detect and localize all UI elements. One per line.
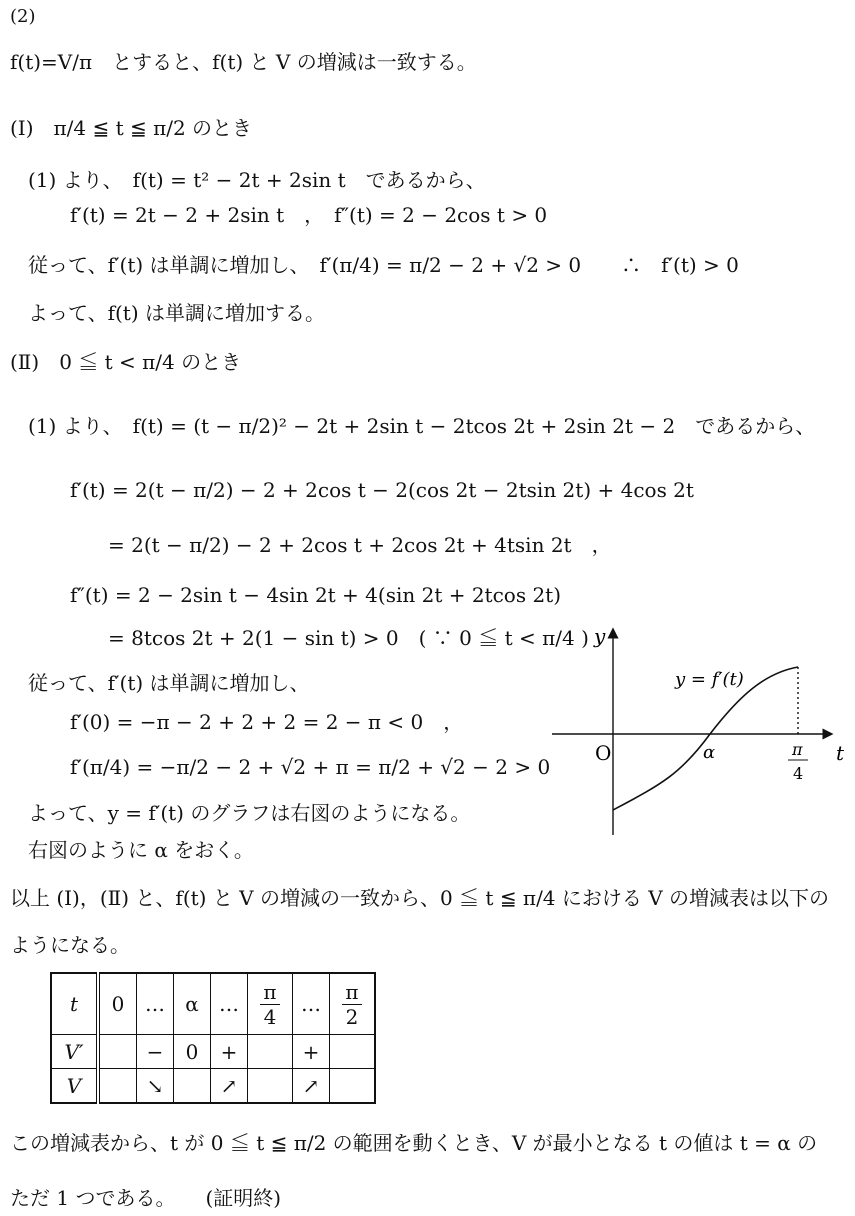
case-two-fprime-simplified: = 2(t − π/2) − 2 + 2cos t + 2cos 2t + 4tsin 2t ， (108, 533, 612, 557)
case-two-fsecond-simplified: = 8tcos 2t + 2(1 − sin t) > 0 ( ∵ 0 ≦ t < π/4 ) (108, 626, 589, 650)
conclusion-line: この増減表から、t が 0 ≦ t ≦ π/2 の範囲を動くとき、V が最小となる t の値は t = α の (10, 1131, 818, 1155)
table-row-header: t (51, 973, 98, 1035)
case-one-heading: (Ⅰ) π/4 ≦ t ≦ π/2 のとき (10, 116, 253, 140)
part-label: (2) (10, 6, 36, 27)
table-cell: … (293, 973, 330, 1035)
case-two-fprime-pi4: f′(π/4) = −π/2 − 2 + √2 + π = π/2 + √2 − 2 > 0 (70, 755, 551, 779)
table-cell (174, 1069, 211, 1104)
table-cell: ↘ (137, 1069, 174, 1104)
table-cell: 0 (98, 973, 137, 1035)
case-one-derivatives: f′(t) = 2t − 2 + 2sin t ， f″(t) = 2 − 2cos t > 0 (70, 203, 548, 227)
summary-line: 以上 (Ⅰ)，(Ⅱ) と、f(t) と V の増減の一致から、0 ≦ t ≦ π/4 における V の増減表は以下の (10, 886, 830, 910)
increase-decrease-table (50, 972, 376, 1104)
case-two-ft: (1) より、 f(t) = (t − π/2)² − 2t + 2sin t − 2tcos 2t + 2sin 2t − 2 であるから、 (28, 414, 816, 438)
case-one-conclusion: よって、f(t) は単調に増加する。 (28, 301, 326, 325)
table-row-header: V′ (51, 1035, 98, 1069)
table-cell: … (211, 973, 248, 1035)
table-cell: ↗ (293, 1069, 330, 1104)
table-row (51, 973, 375, 1035)
y-axis-label: y (594, 625, 606, 648)
case-two-monotone: 従って、f′(t) は単調に増加し、 (28, 671, 310, 695)
curve-label: y = f′(t) (675, 669, 744, 690)
table-cell (98, 1069, 137, 1104)
definition-line: f(t)=V/π とすると、f(t) と V の増減は一致する。 (10, 50, 477, 74)
t-axis-label: t (836, 741, 845, 765)
table-cell (248, 1069, 293, 1104)
table-cell (98, 1035, 137, 1069)
table-cell: − (137, 1035, 174, 1069)
table-cell: … (137, 973, 174, 1035)
graph-reference: よって、y = f′(t) のグラフは右図のようになる。 (28, 801, 471, 825)
case-two-fsecond: f″(t) = 2 − 2sin t − 4sin 2t + 4(sin 2t + 2tcos 2t) (70, 583, 562, 607)
table-row-header: V (51, 1069, 98, 1104)
table-cell: ↗ (211, 1069, 248, 1104)
end-tick-num: π (792, 740, 803, 759)
case-two-heading: (Ⅱ) 0 ≦ t < π/4 のとき (10, 350, 242, 374)
case-one-monotone: 従って、f′(t) は単調に増加し、 f′(π/4) = π/2 − 2 + √2 > 0 ∴ f′(t) > 0 (28, 253, 739, 277)
case-two-fprime-zero: f′(0) = −π − 2 + 2 + 2 = 2 − π < 0 ， (70, 710, 464, 734)
end-tick-den: 4 (793, 764, 804, 783)
table-row (51, 1035, 375, 1069)
conclusion-end: ただ 1 つである。 (証明終) (10, 1186, 282, 1210)
origin-label: O (595, 741, 612, 765)
alpha-label: α (703, 742, 716, 763)
case-one-ft: (1) より、 f(t) = t² − 2t + 2sin t であるから、 (28, 168, 486, 192)
table-cell (330, 1069, 376, 1104)
table-cell (330, 1035, 376, 1069)
fprime-graph (550, 625, 850, 840)
table-cell (248, 1035, 293, 1069)
table-cell: + (211, 1035, 248, 1069)
table-cell: α (174, 973, 211, 1035)
table-cell: 0 (174, 1035, 211, 1069)
table-row (51, 1069, 375, 1104)
alpha-definition: 右図のように α をおく。 (28, 838, 254, 862)
table-cell: + (293, 1035, 330, 1069)
table-cell: $\frac{\pi}{2}$ (330, 973, 376, 1035)
case-two-fprime: f′(t) = 2(t − π/2) − 2 + 2cos t − 2(cos 2t − 2tsin 2t) + 4cos 2t (70, 478, 694, 502)
summary-line-cont: ようになる。 (10, 933, 130, 957)
table-cell: $\frac{\pi}{4}$ (248, 973, 293, 1035)
